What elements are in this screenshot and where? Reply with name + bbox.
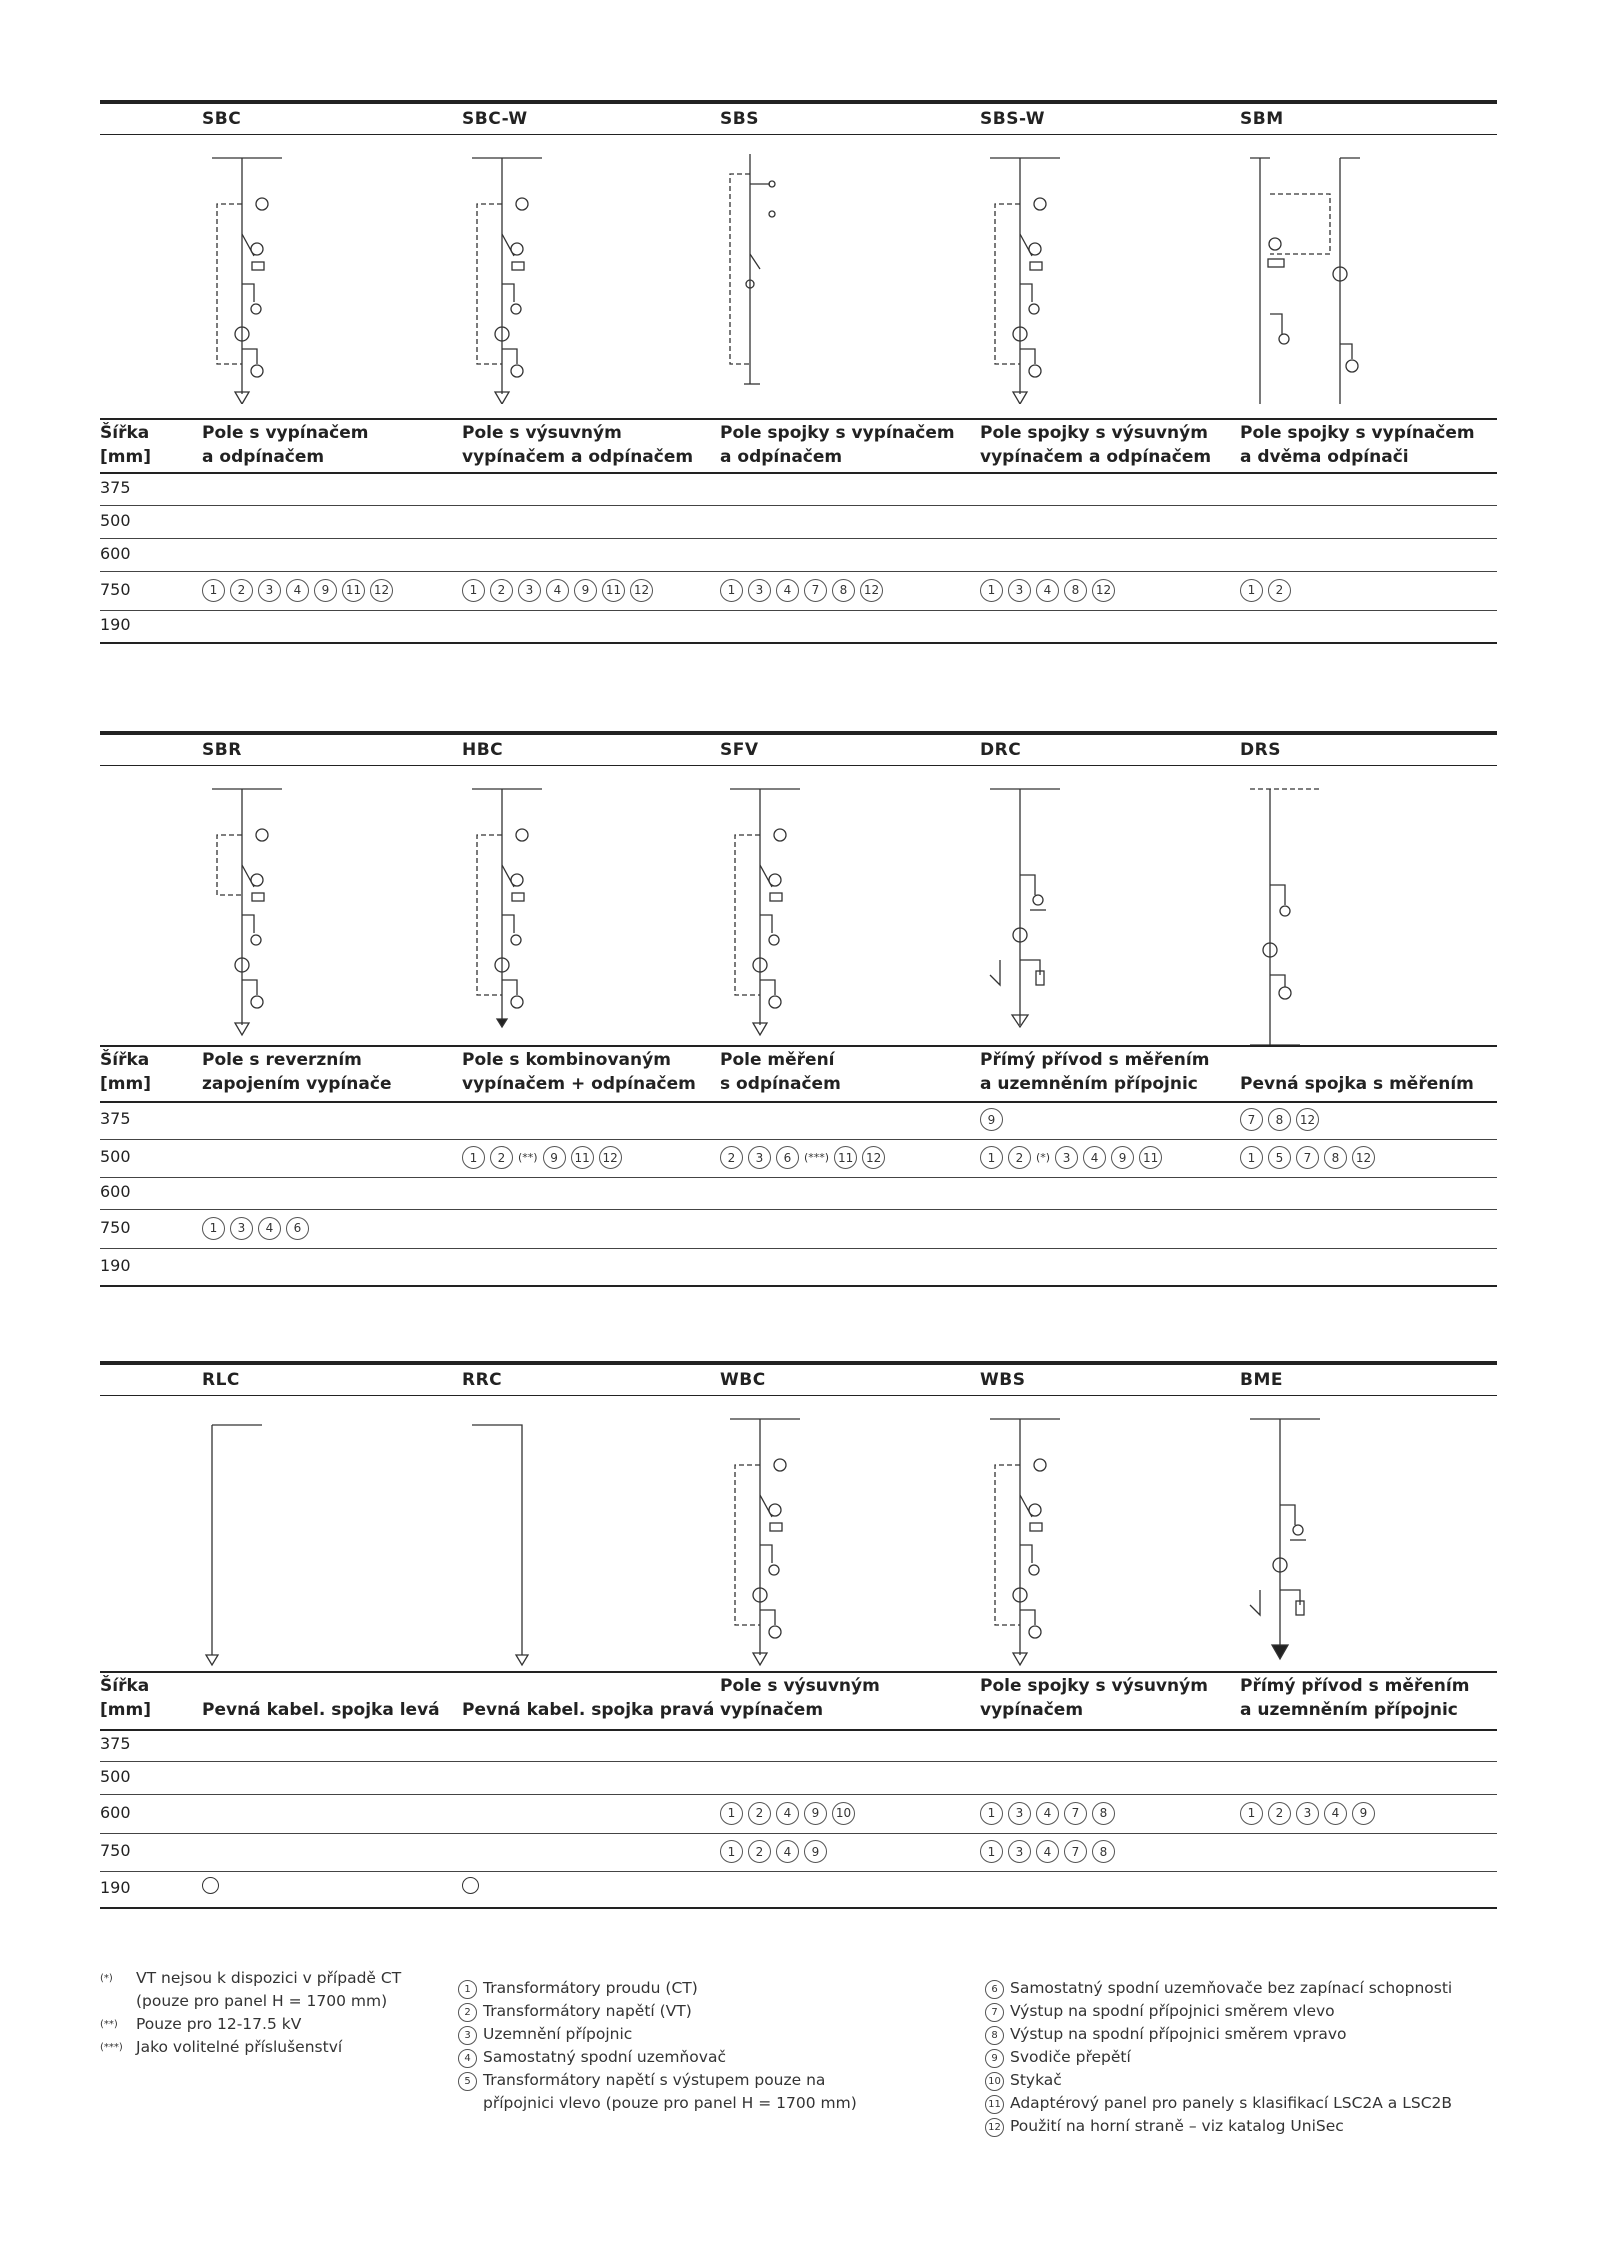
width-value: 750 bbox=[100, 1217, 131, 1237]
panel-description: Pole spojky s vypínačem a dvěma odpínači bbox=[1240, 423, 1475, 467]
option-number: 4 bbox=[776, 1840, 799, 1863]
option-cell bbox=[202, 579, 393, 602]
legend-text: Samostatný spodní uzemňovače bez zapínací schopnosti bbox=[1010, 1979, 1453, 1997]
panel-description: Přímý přívod s měřením a uzemněním přípojnic bbox=[980, 1050, 1210, 1094]
option-number: 11 bbox=[342, 579, 365, 602]
width-value: 190 bbox=[100, 1255, 131, 1275]
panel-table-3 bbox=[100, 1361, 1497, 1907]
legend-text: Transformátory napětí s výstupem pouze na přípojnici vlevo (pouze pro panel H = 1700 mm) bbox=[483, 2071, 857, 2112]
option-number: 2 bbox=[1268, 1802, 1291, 1825]
option-cell bbox=[462, 1877, 479, 1894]
panel-code: BME bbox=[1240, 1370, 1283, 1390]
wbs-diagram-icon bbox=[980, 1405, 1210, 1667]
width-row bbox=[100, 571, 1497, 611]
width-value: 600 bbox=[100, 1182, 131, 1201]
option-number: 4 bbox=[546, 579, 569, 602]
legend-text: Výstup na spodní přípojnici směrem vlevo bbox=[1010, 2002, 1335, 2020]
option-number: 1 bbox=[720, 1802, 743, 1825]
option-number: 6 bbox=[776, 1146, 799, 1169]
width-value: 750 bbox=[100, 1841, 131, 1860]
panel-description: Pole s kombinovaným vypínačem + odpínačem bbox=[462, 1050, 696, 1094]
legend-number: 2 bbox=[458, 2003, 477, 2022]
panel-description: Pevná kabel. spojka pravá bbox=[462, 1700, 715, 1720]
option-number: 1 bbox=[1240, 1802, 1263, 1825]
option-number: 8 bbox=[1064, 579, 1087, 602]
option-number: 9 bbox=[1111, 1146, 1134, 1169]
option-number: 1 bbox=[462, 1146, 485, 1169]
rlc-diagram-icon bbox=[202, 1405, 432, 1667]
empty-circle-icon bbox=[462, 1877, 479, 1894]
option-cell bbox=[720, 1802, 855, 1825]
option-cell bbox=[980, 1802, 1115, 1825]
width-row bbox=[100, 1761, 1497, 1795]
width-value: 600 bbox=[100, 543, 131, 563]
option-number: 4 bbox=[1324, 1802, 1347, 1825]
option-number: 8 bbox=[1092, 1802, 1115, 1825]
legend-item bbox=[458, 2000, 898, 2023]
legend-number: 3 bbox=[458, 2026, 477, 2045]
panel-description: Pole spojky s výsuvným vypínačem bbox=[980, 1676, 1208, 1720]
option-number: 3 bbox=[230, 1217, 253, 1240]
option-cell bbox=[462, 579, 653, 602]
legend-right bbox=[985, 1977, 1505, 2138]
option-number: 3 bbox=[1296, 1802, 1319, 1825]
panel-code: SBS bbox=[720, 109, 759, 129]
sbr-diagram-icon bbox=[202, 775, 432, 1047]
option-number: 11 bbox=[602, 579, 625, 602]
option-cell bbox=[202, 1877, 219, 1894]
panel-code: DRS bbox=[1240, 740, 1281, 760]
description-row bbox=[100, 1045, 1497, 1103]
sbm-diagram-icon bbox=[1240, 144, 1470, 404]
option-number: 3 bbox=[1055, 1146, 1078, 1169]
option-number: 1 bbox=[462, 579, 485, 602]
option-number: 3 bbox=[1008, 1802, 1031, 1825]
width-value: 190 bbox=[100, 615, 131, 634]
note-2: (**) Pouze pro 12-17.5 kV bbox=[100, 2015, 302, 2033]
option-number: 1 bbox=[980, 1802, 1003, 1825]
legend-number: 1 bbox=[458, 1980, 477, 1999]
option-number: 2 bbox=[490, 1146, 513, 1169]
legend-number: 8 bbox=[985, 2026, 1004, 2045]
panel-description: Pole s reverzním zapojením vypínače bbox=[202, 1050, 392, 1094]
option-number: 11 bbox=[1139, 1146, 1162, 1169]
legend-text: Transformátory napětí (VT) bbox=[483, 2002, 692, 2020]
option-number: 2 bbox=[1008, 1146, 1031, 1169]
hbc-diagram-icon bbox=[462, 775, 692, 1047]
panel-code: WBC bbox=[720, 1370, 766, 1390]
sbcw-diagram-icon bbox=[462, 144, 692, 404]
option-number: 12 bbox=[630, 579, 653, 602]
option-cell bbox=[980, 1146, 1162, 1169]
width-row bbox=[100, 1177, 1497, 1210]
width-value: 190 bbox=[100, 1878, 131, 1897]
empty-circle-icon bbox=[202, 1877, 219, 1894]
width-value: 375 bbox=[100, 1734, 131, 1753]
width-header: Šířka [mm] bbox=[100, 1676, 151, 1720]
legend-item bbox=[458, 2023, 898, 2046]
option-number: 9 bbox=[543, 1146, 566, 1169]
option-number: 2 bbox=[720, 1146, 743, 1169]
sbsw-diagram-icon bbox=[980, 144, 1210, 404]
width-row bbox=[100, 1833, 1497, 1872]
option-cell bbox=[720, 579, 883, 602]
option-cell bbox=[1240, 1108, 1319, 1131]
option-number: 9 bbox=[1352, 1802, 1375, 1825]
diagram-row bbox=[100, 136, 1497, 396]
option-number: 2 bbox=[1268, 579, 1291, 602]
option-number: 1 bbox=[980, 579, 1003, 602]
option-number: 12 bbox=[370, 579, 393, 602]
legend-item bbox=[985, 2115, 1505, 2138]
option-number: 4 bbox=[1083, 1146, 1106, 1169]
legend-text: Samostatný spodní uzemňovač bbox=[483, 2048, 726, 2066]
option-cell bbox=[1240, 1802, 1375, 1825]
legend-item bbox=[985, 2069, 1505, 2092]
panel-description: Pole spojky s vypínačem a odpínačem bbox=[720, 423, 955, 467]
option-number: 12 bbox=[862, 1146, 885, 1169]
option-number: 7 bbox=[804, 579, 827, 602]
legend-text: Použití na horní straně – viz katalog UniSec bbox=[1010, 2117, 1344, 2135]
wbc-diagram-icon bbox=[720, 1405, 950, 1667]
legend-number: 5 bbox=[458, 2072, 477, 2091]
option-number: 7 bbox=[1296, 1146, 1319, 1169]
option-number: 10 bbox=[832, 1802, 855, 1825]
option-number: 3 bbox=[1008, 579, 1031, 602]
panel-code: SFV bbox=[720, 740, 759, 760]
panel-code: SBM bbox=[1240, 109, 1284, 129]
panel-description: Pole spojky s výsuvným vypínačem a odpínačem bbox=[980, 423, 1212, 467]
option-number: 1 bbox=[202, 579, 225, 602]
option-number: 3 bbox=[518, 579, 541, 602]
option-number: 12 bbox=[1296, 1108, 1319, 1131]
option-number: 1 bbox=[1240, 1146, 1263, 1169]
panel-description: Pole měření s odpínačem bbox=[720, 1050, 841, 1094]
panel-description: Pole s výsuvným vypínačem a odpínačem bbox=[462, 423, 694, 467]
option-number: 3 bbox=[258, 579, 281, 602]
option-number: 4 bbox=[1036, 1840, 1059, 1863]
option-number: 2 bbox=[748, 1802, 771, 1825]
panel-code: RRC bbox=[462, 1370, 503, 1390]
legend-text: Uzemnění přípojnic bbox=[483, 2025, 633, 2043]
option-number: 12 bbox=[599, 1146, 622, 1169]
legend-item bbox=[985, 2023, 1505, 2046]
option-number: 2 bbox=[230, 579, 253, 602]
option-number: 4 bbox=[776, 1802, 799, 1825]
option-number: 8 bbox=[1324, 1146, 1347, 1169]
width-header: Šířka [mm] bbox=[100, 1050, 151, 1094]
width-row bbox=[100, 1871, 1497, 1909]
option-number: 1 bbox=[720, 579, 743, 602]
option-cell bbox=[720, 1146, 885, 1169]
panel-code: HBC bbox=[462, 740, 504, 760]
rrc-diagram-icon bbox=[462, 1405, 692, 1667]
width-value: 375 bbox=[100, 477, 131, 497]
note-1: (*) VT nejsou k dispozici v případě CT (pouze pro panel H = 1700 mm) bbox=[100, 1969, 402, 2010]
legend-item bbox=[985, 2092, 1505, 2115]
panel-code: SBS-W bbox=[980, 109, 1045, 129]
option-number: 6 bbox=[286, 1217, 309, 1240]
option-number: 3 bbox=[748, 1146, 771, 1169]
width-value: 500 bbox=[100, 1766, 131, 1786]
option-cell bbox=[1240, 1146, 1375, 1169]
description-row bbox=[100, 418, 1497, 474]
legend-left bbox=[458, 1977, 898, 2115]
panel-code: DRC bbox=[980, 740, 1022, 760]
width-row bbox=[100, 1729, 1497, 1762]
panel-code: SBC-W bbox=[462, 109, 528, 129]
legend-item bbox=[985, 1977, 1505, 2000]
option-cell bbox=[980, 1108, 1003, 1131]
option-number: 3 bbox=[748, 579, 771, 602]
option-number: 7 bbox=[1064, 1840, 1087, 1863]
width-header: Šířka [mm] bbox=[100, 423, 151, 467]
legend-number: 7 bbox=[985, 2003, 1004, 2022]
sbc-diagram-icon bbox=[202, 144, 432, 404]
sbs-diagram-icon bbox=[720, 144, 950, 404]
legend-text: Adaptérový panel pro panely s klasifikací LSC2A a LSC2B bbox=[1010, 2094, 1453, 2112]
panel-code: WBS bbox=[980, 1370, 1026, 1390]
sfv-diagram-icon bbox=[720, 775, 950, 1047]
width-row bbox=[100, 1139, 1497, 1178]
option-number: 1 bbox=[202, 1217, 225, 1240]
option-number: 9 bbox=[980, 1108, 1003, 1131]
option-number: 4 bbox=[258, 1217, 281, 1240]
legend-number: 10 bbox=[985, 2072, 1004, 2091]
option-number: 11 bbox=[571, 1146, 594, 1169]
option-number: 2 bbox=[490, 579, 513, 602]
code-header-row bbox=[100, 1365, 1497, 1396]
bme-diagram-icon bbox=[1240, 1405, 1470, 1667]
option-number: 7 bbox=[1240, 1108, 1263, 1131]
legend-item bbox=[985, 2000, 1505, 2023]
legend-text: Svodiče přepětí bbox=[1010, 2048, 1131, 2066]
panel-code: SBR bbox=[202, 740, 242, 760]
note-marker: (*) bbox=[1036, 1151, 1051, 1164]
legend-item bbox=[985, 2046, 1505, 2069]
option-number: 9 bbox=[314, 579, 337, 602]
legend-item bbox=[458, 2069, 898, 2115]
width-row bbox=[100, 1248, 1497, 1287]
width-row bbox=[100, 538, 1497, 572]
legend-text: Stykač bbox=[1010, 2071, 1062, 2089]
footnotes bbox=[100, 1967, 440, 2059]
option-cell bbox=[720, 1840, 827, 1863]
option-cell bbox=[1240, 579, 1291, 602]
option-number: 1 bbox=[720, 1840, 743, 1863]
option-number: 9 bbox=[804, 1840, 827, 1863]
option-number: 8 bbox=[1092, 1840, 1115, 1863]
option-number: 1 bbox=[1240, 579, 1263, 602]
width-value: 750 bbox=[100, 579, 131, 599]
legend-text: Transformátory proudu (CT) bbox=[483, 1979, 698, 1997]
width-row bbox=[100, 505, 1497, 539]
option-number: 4 bbox=[1036, 579, 1059, 602]
drc-diagram-icon bbox=[980, 775, 1210, 1047]
width-value: 500 bbox=[100, 510, 131, 530]
option-number: 4 bbox=[286, 579, 309, 602]
panel-table-2 bbox=[100, 731, 1497, 1285]
option-number: 12 bbox=[860, 579, 883, 602]
option-number: 2 bbox=[748, 1840, 771, 1863]
panel-code: SBC bbox=[202, 109, 242, 129]
legend-text: Výstup na spodní přípojnici směrem vpravo bbox=[1010, 2025, 1347, 2043]
legend-number: 9 bbox=[985, 2049, 1004, 2068]
note-marker: (**) bbox=[518, 1151, 538, 1164]
panel-description: Pevná kabel. spojka levá bbox=[202, 1700, 440, 1720]
option-number: 11 bbox=[834, 1146, 857, 1169]
legend-item bbox=[458, 1977, 898, 2000]
option-number: 1 bbox=[980, 1146, 1003, 1169]
option-number: 12 bbox=[1092, 579, 1115, 602]
option-cell bbox=[462, 1146, 622, 1169]
drs-diagram-icon bbox=[1240, 775, 1470, 1047]
option-number: 4 bbox=[776, 579, 799, 602]
width-row bbox=[100, 1794, 1497, 1834]
legend-number: 6 bbox=[985, 1980, 1004, 1999]
panel-description: Přímý přívod s měřením a uzemněním přípojnic bbox=[1240, 1676, 1470, 1720]
note-3: (***) Jako volitelné příslušenství bbox=[100, 2038, 343, 2056]
option-number: 5 bbox=[1268, 1146, 1291, 1169]
option-cell bbox=[980, 579, 1115, 602]
option-number: 1 bbox=[980, 1840, 1003, 1863]
panel-table-1 bbox=[100, 100, 1497, 642]
panel-description: Pevná spojka s měřením bbox=[1240, 1074, 1474, 1094]
option-number: 7 bbox=[1064, 1802, 1087, 1825]
panel-description: Pole s výsuvným vypínačem bbox=[720, 1676, 880, 1720]
option-number: 3 bbox=[1008, 1840, 1031, 1863]
option-number: 4 bbox=[1036, 1802, 1059, 1825]
legend-number: 4 bbox=[458, 2049, 477, 2068]
width-row bbox=[100, 472, 1497, 506]
option-cell bbox=[980, 1840, 1115, 1863]
width-value: 375 bbox=[100, 1109, 131, 1128]
option-number: 9 bbox=[574, 579, 597, 602]
diagram-row bbox=[100, 1397, 1497, 1659]
code-header-row bbox=[100, 735, 1497, 766]
width-row bbox=[100, 1101, 1497, 1140]
panel-description: Pole s vypínačem a odpínačem bbox=[202, 423, 369, 467]
width-value: 500 bbox=[100, 1147, 131, 1166]
option-cell bbox=[202, 1217, 309, 1240]
legend-number: 11 bbox=[985, 2095, 1004, 2114]
width-row bbox=[100, 610, 1497, 644]
diagram-row bbox=[100, 767, 1497, 1039]
option-number: 12 bbox=[1352, 1146, 1375, 1169]
width-row bbox=[100, 1209, 1497, 1249]
code-header-row bbox=[100, 104, 1497, 135]
legend-number: 12 bbox=[985, 2118, 1004, 2137]
legend-item bbox=[458, 2046, 898, 2069]
note-marker: (***) bbox=[804, 1151, 830, 1164]
option-number: 8 bbox=[1268, 1108, 1291, 1131]
description-row bbox=[100, 1671, 1497, 1731]
option-number: 8 bbox=[832, 579, 855, 602]
option-number: 9 bbox=[804, 1802, 827, 1825]
panel-code: RLC bbox=[202, 1370, 240, 1390]
width-value: 600 bbox=[100, 1802, 131, 1822]
